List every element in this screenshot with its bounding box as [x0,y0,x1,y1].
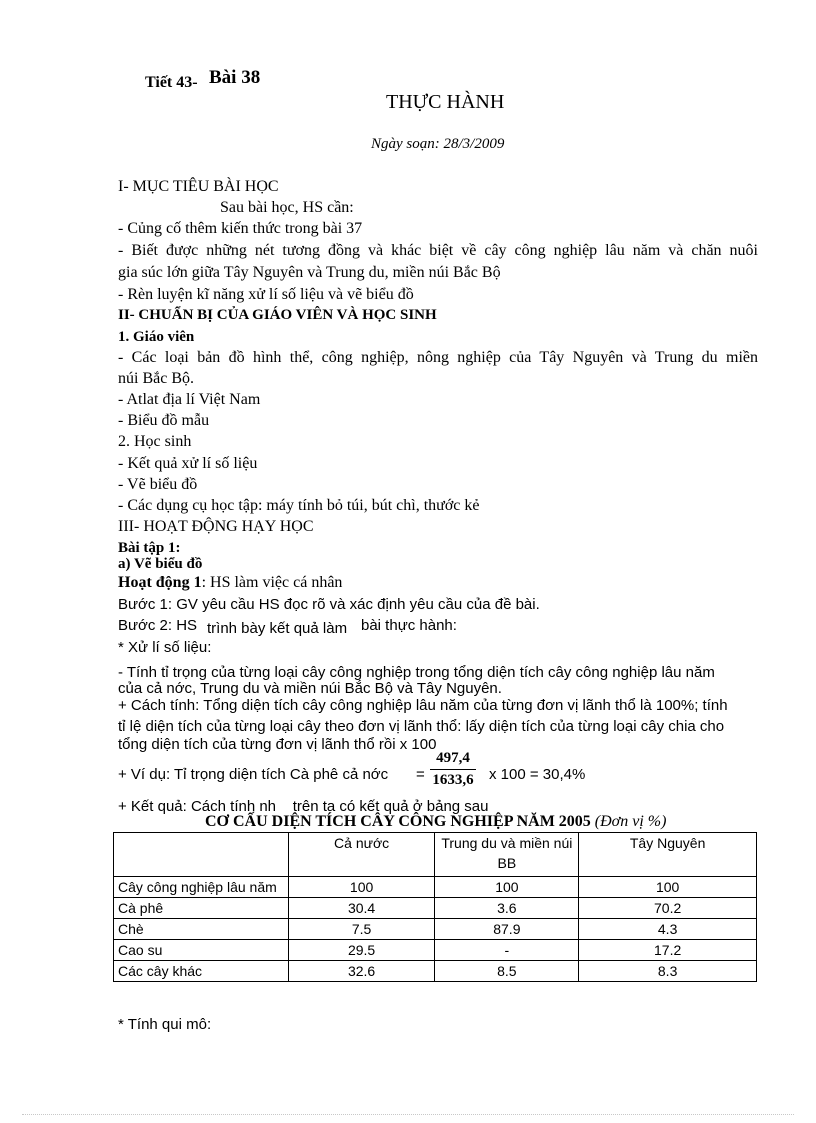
table-header-row [114,833,757,877]
table-header-cell: Tây Nguyên [579,833,757,877]
step-2-c: bài thực hành: [361,617,457,634]
table-cell: 32.6 [288,961,435,982]
exercise-1a-heading: a) Vẽ biểu đồ [118,556,203,572]
table-unit: (Đơn vị %) [594,813,667,830]
section-3-heading: III- HOẠT ĐỘNG HẠY HỌC [118,518,314,535]
teacher-item-2: - Atlat địa lí Việt Nam [118,391,261,408]
student-item-2: - Vẽ biểu đồ [118,476,198,493]
table-cell: 3.6 [435,898,579,919]
objective-2-line-2: gia súc lớn giữa Tây Nguyên và Trung du, miền núi Bắc Bộ [118,264,501,281]
page-title: THỰC HÀNH [386,91,505,113]
fraction-denominator: 1633,6 [432,772,474,788]
table-cell: Cây công nghiệp lâu năm [114,877,289,898]
method-line-2: tỉ lệ diện tích của từng loại cây theo đơn vị lãnh thổ: lấy diện tích của từng loại cây chia cho [118,718,725,735]
step-1: Bước 1: GV yêu cầu HS đọc rõ và xác định yêu cầu của đề bài. [118,596,540,613]
teacher-heading: 1. Giáo viên [118,329,195,345]
table-row [114,877,757,898]
table-cell: 4.3 [579,919,757,940]
table-header-cell: Trung du và miền núi BB [435,833,579,877]
objective-2-line-1: - Biết được những nét tương đồng và khác biệt về cây công nghiệp lâu năm và chăn nuôi [118,242,758,259]
table-cell: 7.5 [288,919,435,940]
table-cell: 30.4 [288,898,435,919]
table-cell: Cà phê [114,898,289,919]
section-1-heading: I- MỤC TIÊU BÀI HỌC [118,178,279,195]
method-line-1: + Cách tính: Tổng diện tích cây công nghiệp lâu năm của từng đơn vị lãnh thổ là 100%; tính [118,697,728,714]
student-item-3: - Các dụng cụ học tập: máy tính bỏ túi, bút chì, thước kẻ [118,497,480,514]
example-equals: = [416,766,425,783]
table-cell: Cao su [114,940,289,961]
table-header-cell: Cả nước [288,833,435,877]
step-2-b: trình bày kết quả làm [207,620,348,637]
table-title [205,813,666,831]
step-2-a: Bước 2: HS [118,617,198,634]
table-cell: 70.2 [579,898,757,919]
table-cell: 100 [435,877,579,898]
table-cell: Chè [114,919,289,940]
table-cell: 8.3 [579,961,757,982]
table-cell: 17.2 [579,940,757,961]
page-bottom-divider [22,1114,794,1115]
table-header-cell [114,833,289,877]
exercise-1-heading: Bài tập 1: [118,540,181,556]
section-2-heading: II- CHUẨN BỊ CỦA GIÁO VIÊN VÀ HỌC SINH [118,307,437,323]
processing-1-line-1: - Tính tỉ trọng của từng loại cây công nghiệp trong tổng diện tích cây công nghiệp lâu năm [118,664,715,681]
teacher-item-3: - Biểu đồ mẫu [118,412,210,429]
preparation-date: Ngày soạn: 28/3/2009 [371,136,505,152]
objective-3: - Rèn luyện kĩ năng xử lí số liệu và vẽ biểu đồ [118,286,414,303]
table-cell: 100 [579,877,757,898]
objectives-intro: Sau bài học, HS cần: [220,199,354,216]
teacher-item-1-line-2: núi Bắc Bộ. [118,370,194,387]
example-fraction [430,750,476,789]
table-cell: - [435,940,579,961]
table-row [114,898,757,919]
processing-1-line-2: của cả nớc, Trung du và miền núi Bắc Bộ và Tây Nguyên. [118,680,502,697]
activity-1 [118,574,342,592]
example-prefix: + Ví dụ: Tỉ trọng diện tích Cà phê cả nớc [118,766,389,783]
example-suffix: x 100 = 30,4% [489,766,586,783]
table-cell: Các cây khác [114,961,289,982]
table-row [114,919,757,940]
lesson-number: Tiết 43- [145,74,198,91]
table-cell: 100 [288,877,435,898]
method-line-3: tổng diện tích của từng đơn vị lãnh thổ rồi x 100 [118,736,437,753]
scale-heading: * Tính qui mô: [118,1016,212,1033]
table-row [114,961,757,982]
result-note: + Kết quả: Cách tính nh trên ta có kết quả ở bảng sau [118,798,489,815]
student-heading: 2. Học sinh [118,433,192,450]
data-processing-heading: * Xử lí số liệu: [118,639,212,656]
teacher-item-1-line-1: - Các loại bản đồ hình thể, công nghiệp, nông nghiệp của Tây Nguyên và Trung du miền [118,349,758,366]
table-cell: 29.5 [288,940,435,961]
activity-1-text: : HS làm việc cá nhân [201,574,343,591]
table-cell: 87.9 [435,919,579,940]
student-item-1: - Kết quả xử lí số liệu [118,455,258,472]
table-title-text: CƠ CẤU DIỆN TÍCH CÂY CÔNG NGHIỆP NĂM 2005 [205,813,591,830]
table-cell: 8.5 [435,961,579,982]
objective-1: - Củng cố thêm kiến thức trong bài 37 [118,220,363,237]
crop-structure-table [113,832,757,982]
activity-1-label: Hoạt động 1 [118,574,202,591]
fraction-numerator: 497,4 [430,750,476,770]
lesson-name: Bài 38 [209,67,261,88]
table-row [114,940,757,961]
